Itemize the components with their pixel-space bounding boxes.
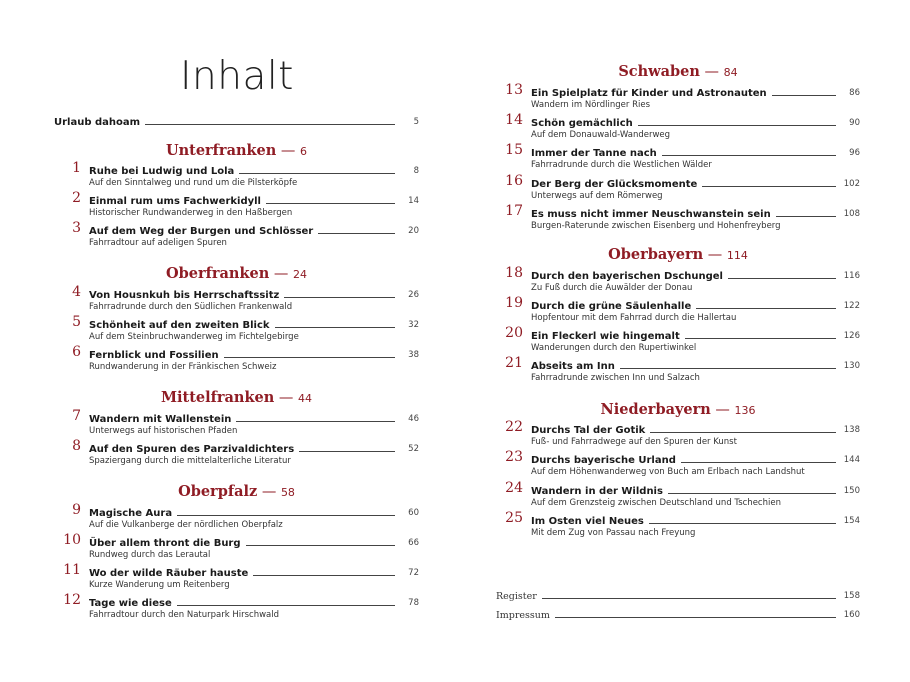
- entry-number: 2: [72, 190, 81, 206]
- entry-subtitle: Fahrradtour durch den Naturpark Hirschwald: [89, 610, 279, 620]
- entry-subtitle: Kurze Wanderung um Reitenberg: [89, 580, 230, 590]
- entry-title: Ruhe bei Ludwig und Lola: [89, 166, 235, 177]
- entry-number: 21: [505, 355, 523, 371]
- entry-line: [531, 145, 860, 159]
- toc-entry[interactable]: [496, 325, 860, 358]
- entry-line: [89, 535, 419, 549]
- entry-number: 14: [505, 112, 523, 128]
- entry-page: 60: [408, 508, 419, 518]
- entry-number: 18: [505, 265, 523, 281]
- entry-line: [89, 287, 419, 301]
- toc-entry[interactable]: [496, 173, 860, 206]
- entry-number: 16: [505, 173, 523, 189]
- section-heading: [54, 389, 419, 406]
- leader-line: [275, 327, 395, 328]
- entry-number: 8: [72, 438, 81, 454]
- entry-number: 9: [72, 502, 81, 518]
- entry-number: 7: [72, 408, 81, 424]
- entry-line: [531, 176, 860, 190]
- toc-entry[interactable]: [496, 355, 860, 388]
- entry-title: Der Berg der Glücksmomente: [531, 179, 698, 190]
- leader-line: [702, 186, 836, 187]
- toc-entry[interactable]: [54, 160, 419, 193]
- leader-line: [299, 451, 395, 452]
- entry-title: Es muss nicht immer Neuschwanstein sein: [531, 209, 771, 220]
- entry-subtitle: Fahrradtour auf adeligen Spuren: [89, 238, 227, 248]
- toc-entry[interactable]: [496, 203, 860, 236]
- leader-line: [696, 308, 836, 309]
- leader-line: [284, 297, 395, 298]
- leader-line: [662, 155, 836, 156]
- toc-entry[interactable]: [496, 142, 860, 175]
- entry-page: 96: [849, 148, 860, 158]
- entry-number: 24: [505, 480, 523, 496]
- entry-page: 108: [843, 209, 860, 219]
- entry-subtitle: Fahrradrunde zwischen Inn und Salzach: [531, 373, 700, 383]
- entry-line: [531, 85, 860, 99]
- entry-line: [89, 505, 419, 519]
- entry-page: 144: [843, 455, 860, 465]
- entry-number: 3: [72, 220, 81, 236]
- entry-line: [531, 268, 860, 282]
- entry-line: [531, 513, 860, 527]
- leader-line: [728, 278, 836, 279]
- back-matter-title: Impressum: [496, 610, 550, 621]
- leader-line: [685, 338, 836, 339]
- leader-line: [776, 216, 836, 217]
- toc-entry[interactable]: [496, 419, 860, 452]
- leader-line: [177, 515, 395, 516]
- toc-entry[interactable]: [496, 265, 860, 298]
- entry-subtitle: Fahrradrunde durch den Südlichen Frankenwald: [89, 302, 293, 312]
- entry-title: Wo der wilde Räuber hauste: [89, 568, 249, 579]
- entry-subtitle: Unterwegs auf historischen Pfaden: [89, 426, 238, 436]
- leader-line: [253, 575, 395, 576]
- entry-page: 8: [413, 166, 419, 176]
- section-page: 44: [298, 392, 313, 405]
- entry-subtitle: Auf die Vulkanberge der nördlichen Oberpfalz: [89, 520, 283, 530]
- entry-page: 116: [843, 271, 860, 281]
- entry-number: 22: [505, 419, 523, 435]
- entry-line: [531, 328, 860, 342]
- entry-page: 52: [408, 444, 419, 454]
- entry-number: 13: [505, 82, 523, 98]
- entry-title: Tage wie diese: [89, 598, 172, 609]
- leader-line: [649, 523, 836, 524]
- entry-line: [531, 422, 860, 436]
- entry-line: [89, 411, 419, 425]
- entry-subtitle: Fahrradrunde durch die Westlichen Wälder: [531, 160, 712, 170]
- entry-title: Abseits am Inn: [531, 361, 615, 372]
- entry-page: 150: [843, 486, 860, 496]
- entry-line: [89, 595, 419, 609]
- entry-page: 26: [408, 290, 419, 300]
- section-separator: —: [269, 266, 293, 282]
- entry-line: [531, 483, 860, 497]
- entry-line: [89, 163, 419, 177]
- entry-subtitle: Rundwanderung in der Fränkischen Schweiz: [89, 362, 277, 372]
- section-page: 6: [300, 145, 308, 158]
- section-heading: [496, 63, 860, 80]
- toc-entry[interactable]: [496, 480, 860, 513]
- entry-number: 20: [505, 325, 523, 341]
- toc-entry[interactable]: [54, 284, 419, 317]
- entry-number: 5: [72, 314, 81, 330]
- entry-number: 4: [72, 284, 81, 300]
- section-heading: [496, 401, 860, 418]
- intro-title: Urlaub dahoam: [54, 117, 141, 128]
- entry-title: Auf dem Weg der Burgen und Schlösser: [89, 226, 314, 237]
- entry-subtitle: Wanderungen durch den Rupertiwinkel: [531, 343, 697, 353]
- entry-subtitle: Zu Fuß durch die Auwälder der Donau: [531, 283, 693, 293]
- entry-line: [89, 441, 419, 455]
- back-matter-title: Register: [496, 591, 537, 602]
- entry-page: 38: [408, 350, 419, 360]
- toc-entry[interactable]: [496, 82, 860, 115]
- entry-number: 1: [72, 160, 81, 176]
- entry-title: Durchs Tal der Gotik: [531, 425, 646, 436]
- section-page: 84: [723, 66, 738, 79]
- toc-entry[interactable]: [54, 314, 419, 347]
- entry-line: [531, 452, 860, 466]
- leader-line: [668, 493, 836, 494]
- entry-page: 86: [849, 88, 860, 98]
- toc-entry[interactable]: [54, 562, 419, 595]
- leader-line: [239, 173, 395, 174]
- entry-line: [89, 317, 419, 331]
- toc-entry[interactable]: [496, 449, 860, 482]
- section-title: Oberfranken: [166, 265, 270, 282]
- entry-title: Wandern mit Wallenstein: [89, 414, 232, 425]
- entry-number: 17: [505, 203, 523, 219]
- section-page: 58: [280, 486, 295, 499]
- entry-number: 6: [72, 344, 81, 360]
- leader-line: [266, 203, 395, 204]
- entry-title: Durch den bayerischen Dschungel: [531, 271, 723, 282]
- entry-subtitle: Mit dem Zug von Passau nach Freyung: [531, 528, 696, 538]
- section-page: 114: [726, 249, 748, 262]
- entry-title: Auf den Spuren des Parzivaldichters: [89, 444, 295, 455]
- leader-line: [555, 617, 836, 618]
- entry-number: 15: [505, 142, 523, 158]
- entry-subtitle: Auf dem Grenzsteig zwischen Deutschland und Tschechien: [531, 498, 781, 508]
- entry-title: Durchs bayerische Urland: [531, 455, 676, 466]
- entry-title: Schönheit auf den zweiten Blick: [89, 320, 270, 331]
- leader-line: [681, 462, 836, 463]
- section-separator: —: [699, 64, 724, 80]
- entry-title: Ein Fleckerl wie hingemalt: [531, 331, 680, 342]
- entry-subtitle: Burgen-Raterunde zwischen Eisenberg und Hohenfreyberg: [531, 221, 781, 231]
- section-separator: —: [257, 484, 281, 500]
- entry-line: [531, 298, 860, 312]
- leader-line: [236, 421, 395, 422]
- entry-page: 72: [408, 568, 419, 578]
- section-separator: —: [703, 247, 727, 263]
- entry-number: 12: [63, 592, 81, 608]
- section-title: Schwaben: [618, 63, 700, 80]
- toc-entry[interactable]: [54, 502, 419, 535]
- entry-number: 23: [505, 449, 523, 465]
- entry-title: Immer der Tanne nach: [531, 148, 657, 159]
- leader-line: [145, 124, 395, 125]
- entry-title: Durch die grüne Säulenhalle: [531, 301, 692, 312]
- back-matter-entry[interactable]: [496, 607, 860, 621]
- entry-page: 20: [408, 226, 419, 236]
- entry-title: Einmal rum ums Fachwerkidyll: [89, 196, 261, 207]
- entry-line: [531, 358, 860, 372]
- entry-page: 66: [408, 538, 419, 548]
- entry-title: Fernblick und Fossilien: [89, 350, 219, 361]
- entry-line: [89, 565, 419, 579]
- section-separator: —: [710, 402, 735, 418]
- entry-title: Von Housnkuh bis Herrschaftssitz: [89, 290, 280, 301]
- toc-entry[interactable]: [496, 510, 860, 543]
- toc-entry[interactable]: [54, 190, 419, 223]
- entry-line: [89, 193, 419, 207]
- toc-entry[interactable]: [54, 220, 419, 253]
- toc-entry[interactable]: [54, 592, 419, 625]
- leader-line: [224, 357, 395, 358]
- entry-line: [531, 115, 860, 129]
- entry-line: [89, 347, 419, 361]
- intro-entry[interactable]: [54, 114, 419, 128]
- entry-title: Im Osten viel Neues: [531, 516, 644, 527]
- leader-line: [772, 95, 836, 96]
- entry-subtitle: Rundweg durch das Lerautal: [89, 550, 211, 560]
- entry-line: [531, 206, 860, 220]
- entry-subtitle: Auf dem Donauwald-Wanderweg: [531, 130, 671, 140]
- toc-entry[interactable]: [54, 408, 419, 441]
- section-page: 136: [734, 404, 756, 417]
- entry-title: Magische Aura: [89, 508, 173, 519]
- back-matter-page: 160: [843, 610, 860, 620]
- section-title: Unterfranken: [165, 142, 277, 159]
- leader-line: [638, 125, 836, 126]
- entry-title: Schön gemächlich: [531, 118, 633, 129]
- entry-number: 10: [63, 532, 81, 548]
- leader-line: [177, 605, 395, 606]
- entry-page: 154: [843, 516, 860, 526]
- entry-subtitle: Auf den Sinntalweg und rund um die Pilsterköpfe: [89, 178, 298, 188]
- section-heading: [54, 483, 419, 500]
- section-title: Oberpfalz: [178, 483, 258, 500]
- section-title: Oberbayern: [608, 246, 704, 263]
- leader-line: [318, 233, 395, 234]
- section-title: Mittelfranken: [160, 389, 275, 406]
- entry-page: 78: [408, 598, 419, 608]
- section-separator: —: [276, 143, 301, 159]
- entry-line: [89, 223, 419, 237]
- toc-entry[interactable]: [54, 532, 419, 565]
- section-page: 24: [292, 268, 307, 281]
- entry-number: 11: [63, 562, 81, 578]
- entry-subtitle: Historischer Rundwanderweg in den Haßbergen: [89, 208, 293, 218]
- entry-page: 122: [843, 301, 860, 311]
- intro-page: 5: [413, 117, 419, 127]
- entry-page: 126: [843, 331, 860, 341]
- entry-page: 46: [408, 414, 419, 424]
- entry-page: 90: [849, 118, 860, 128]
- section-separator: —: [274, 390, 299, 406]
- entry-subtitle: Fuß- und Fahrradwege auf den Spuren der Kunst: [531, 437, 737, 447]
- leader-line: [620, 368, 836, 369]
- section-title: Niederbayern: [600, 401, 711, 418]
- entry-number: 19: [505, 295, 523, 311]
- entry-subtitle: Spaziergang durch die mittelalterliche Literatur: [89, 456, 291, 466]
- entry-page: 102: [843, 179, 860, 189]
- entry-page: 14: [408, 196, 419, 206]
- leader-line: [246, 545, 395, 546]
- leader-line: [650, 432, 836, 433]
- entry-page: 32: [408, 320, 419, 330]
- toc-entry[interactable]: [54, 438, 419, 471]
- toc-entry[interactable]: [496, 295, 860, 328]
- section-heading: [496, 246, 860, 263]
- entry-subtitle: Unterwegs auf dem Römerweg: [531, 191, 663, 201]
- entry-title: Wandern in der Wildnis: [531, 486, 663, 497]
- entry-page: 138: [843, 425, 860, 435]
- section-heading: [54, 142, 419, 159]
- entry-subtitle: Wandern im Nördlinger Ries: [531, 100, 651, 110]
- entry-page: 130: [843, 361, 860, 371]
- entry-subtitle: Auf dem Steinbruchwanderweg im Fichtelgebirge: [89, 332, 299, 342]
- entry-number: 25: [505, 510, 523, 526]
- entry-subtitle: Auf dem Höhenwanderweg von Buch am Erlbach nach Landshut: [531, 467, 805, 477]
- back-matter-entry[interactable]: [496, 588, 860, 602]
- entry-title: Über allem thront die Burg: [89, 538, 241, 549]
- back-matter-page: 158: [843, 591, 860, 601]
- entry-title: Ein Spielplatz für Kinder und Astronauten: [531, 88, 767, 99]
- section-heading: [54, 265, 419, 282]
- entry-subtitle: Hopfentour mit dem Fahrrad durch die Hallertau: [531, 313, 737, 323]
- leader-line: [542, 598, 836, 599]
- page-title: Inhalt: [180, 54, 294, 99]
- toc-entry[interactable]: [496, 112, 860, 145]
- toc-entry[interactable]: [54, 344, 419, 377]
